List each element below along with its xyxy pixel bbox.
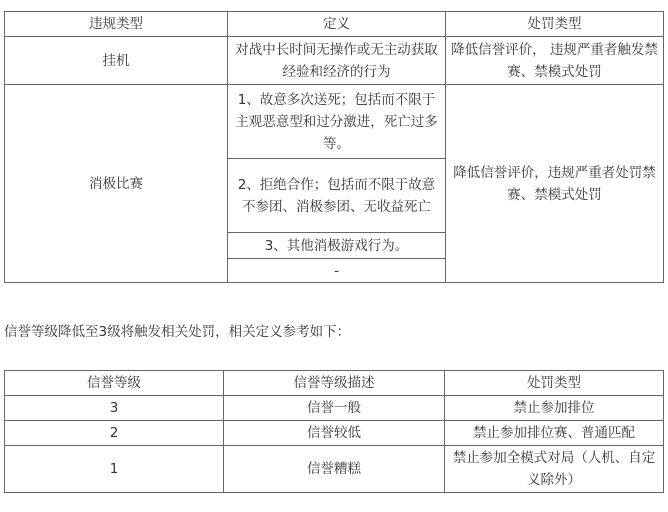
penalty-afk: 降低信誉评价， 违规严重者触发禁赛、禁模式处罚 — [446, 37, 664, 85]
table-header-row — [5, 371, 664, 396]
table-row — [5, 37, 664, 85]
level-penalty: 禁止参加排位赛、普通匹配 — [445, 421, 664, 446]
reputation-level: 2 — [5, 421, 224, 446]
definition-passive-2: 2、拒绝合作；包括而不限于故意不参团、消极参团、无收益死亡 — [228, 159, 446, 233]
level-penalty: 禁止参加全模式对局（人机、自定义除外） — [445, 446, 664, 493]
violation-table — [4, 11, 664, 283]
violation-type-afk: 挂机 — [5, 37, 228, 85]
table-row — [5, 446, 664, 493]
header-penalty-type: 处罚类型 — [446, 12, 664, 37]
table-row — [5, 396, 664, 421]
level-description: 信誉一般 — [224, 396, 445, 421]
penalty-passive: 降低信誉评价，违规严重者处罚禁赛、禁模式处罚 — [446, 85, 664, 283]
table-header-row — [5, 12, 664, 37]
reputation-table — [4, 370, 664, 493]
definition-passive-1: 1、故意多次送死；包括而不限于主观恶意型和过分激进，死亡过多等。 — [228, 85, 446, 159]
reputation-level: 3 — [5, 396, 224, 421]
table-row — [5, 85, 664, 159]
level-description: 信誉较低 — [224, 421, 445, 446]
violation-type-passive: 消极比赛 — [5, 85, 228, 283]
table-row — [5, 421, 664, 446]
definition-passive-4: - — [228, 259, 446, 283]
level-penalty: 禁止参加排位 — [445, 396, 664, 421]
header-reputation-level: 信誉等级 — [5, 371, 224, 396]
header-definition: 定义 — [228, 12, 446, 37]
reputation-note: 信誉等级降低至3级将触发相关处罚，相关定义参考如下： — [4, 324, 351, 340]
header-level-description: 信誉等级描述 — [224, 371, 445, 396]
header-penalty-type: 处罚类型 — [445, 371, 664, 396]
reputation-level: 1 — [5, 446, 224, 493]
header-violation-type: 违规类型 — [5, 12, 228, 37]
definition-afk: 对战中长时间无操作或无主动获取经验和经济的行为 — [228, 37, 446, 85]
level-description: 信誉糟糕 — [224, 446, 445, 493]
definition-passive-3: 3、其他消极游戏行为。 — [228, 233, 446, 259]
